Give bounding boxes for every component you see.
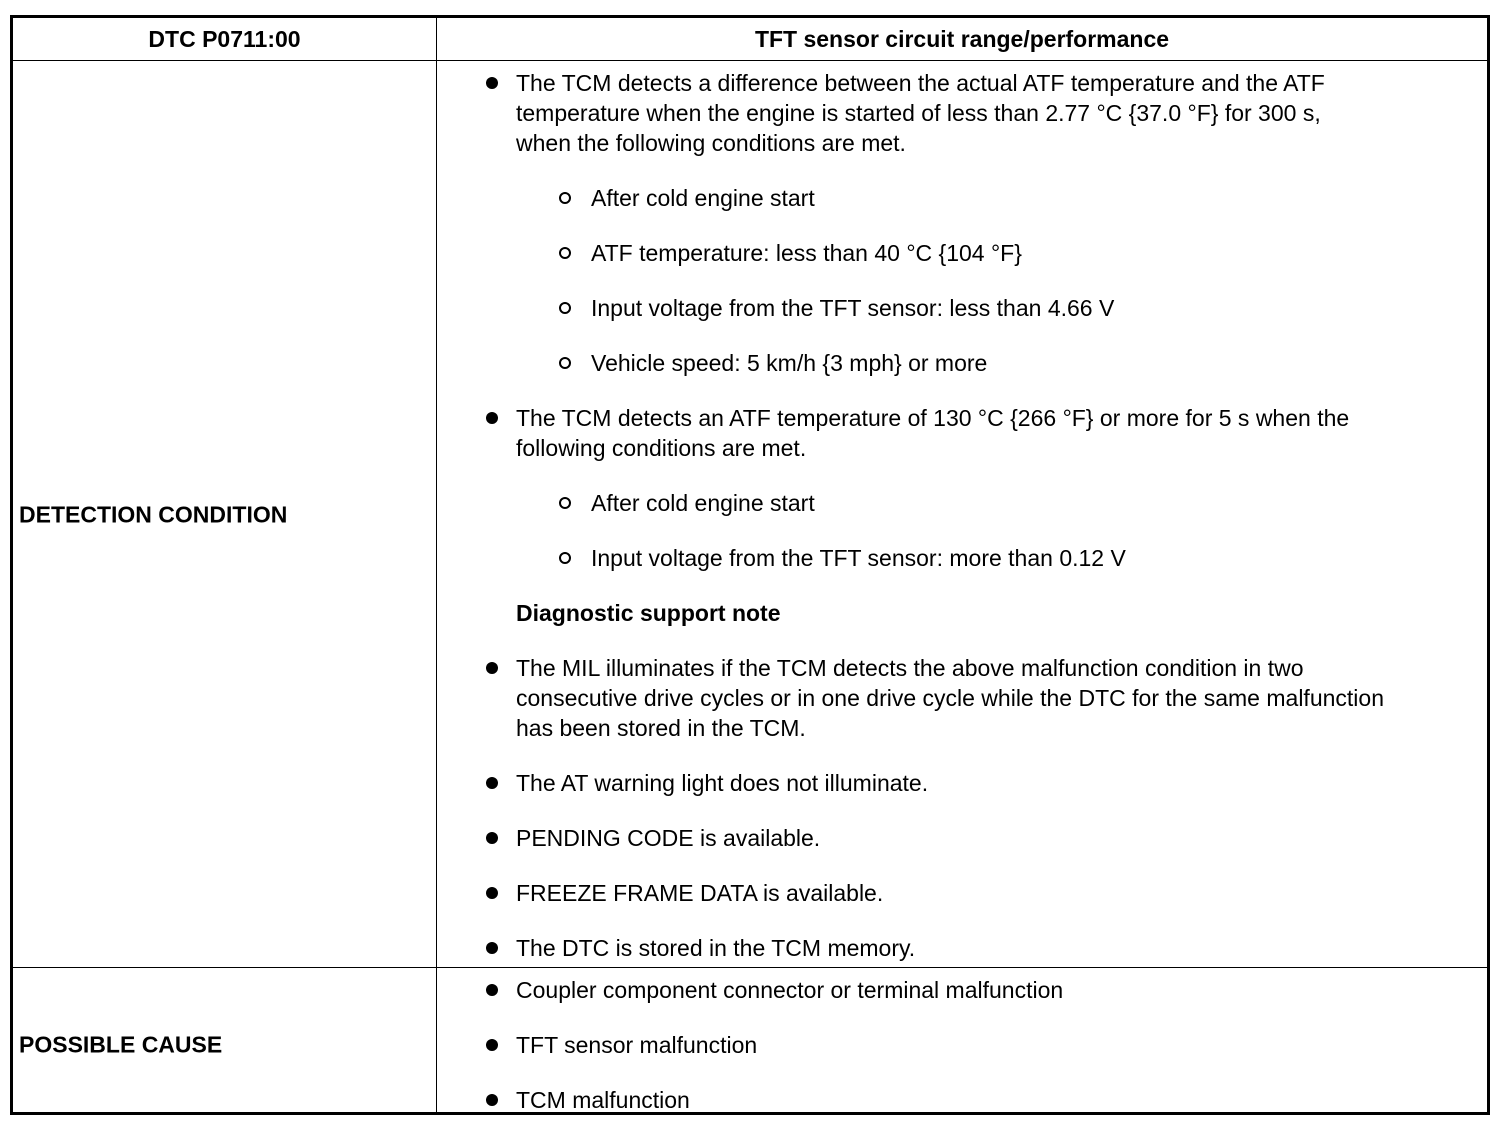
cause-3: TCM malfunction	[516, 1087, 690, 1113]
dtc-title-header: TFT sensor circuit range/performance	[754, 25, 1170, 52]
sub-bullet-icon	[559, 552, 571, 564]
sub-condition-5: After cold engine start	[591, 490, 815, 516]
condition-2-line-1: The TCM detects an ATF temperature of 130 °C {266 °F} or more for 5 s when the	[516, 405, 1350, 431]
condition-1-line-1: The TCM detects a difference between the actual ATF temperature and the ATF	[516, 70, 1325, 96]
bullet-icon	[486, 942, 498, 954]
bullet-icon	[486, 1039, 498, 1051]
sub-bullet-icon	[559, 357, 571, 369]
bullet-icon	[486, 662, 498, 674]
dtc-table	[10, 15, 1490, 1115]
bullet-icon	[486, 984, 498, 996]
sub-bullet-icon	[559, 302, 571, 314]
cause-2: TFT sensor malfunction	[516, 1032, 758, 1058]
condition-2-line-2: following conditions are met.	[516, 435, 807, 461]
column-divider	[436, 18, 437, 1112]
sub-condition-1: After cold engine start	[591, 185, 815, 211]
dtc-code-header: DTC P0711:00	[148, 25, 301, 52]
row-divider	[13, 967, 1487, 968]
note-2: The AT warning light does not illuminate.	[516, 770, 929, 796]
note-1-line-1: The MIL illuminates if the TCM detects the above malfunction condition in two	[516, 655, 1304, 681]
sub-condition-4: Vehicle speed: 5 km/h {3 mph} or more	[591, 350, 988, 376]
note-5: The DTC is stored in the TCM memory.	[516, 935, 916, 961]
condition-1-line-3: when the following conditions are met.	[516, 130, 906, 156]
note-4: FREEZE FRAME DATA is available.	[516, 880, 884, 906]
sub-condition-2: ATF temperature: less than 40 °C {104 °F}	[591, 240, 1022, 266]
sub-condition-6: Input voltage from the TFT sensor: more than 0.12 V	[591, 545, 1126, 571]
condition-1-line-2: temperature when the engine is started of less than 2.77 °C {37.0 °F} for 300 s,	[516, 100, 1321, 126]
note-1-line-3: has been stored in the TCM.	[516, 715, 806, 741]
sub-bullet-icon	[559, 247, 571, 259]
diagnostic-support-note-title: Diagnostic support note	[516, 600, 781, 626]
bullet-icon	[486, 777, 498, 789]
cause-1: Coupler component connector or terminal malfunction	[516, 977, 1064, 1003]
note-1-line-2: consecutive drive cycles or in one drive cycle while the DTC for the same malfunction	[516, 685, 1384, 711]
bullet-icon	[486, 1094, 498, 1106]
bullet-icon	[486, 412, 498, 424]
note-3: PENDING CODE is available.	[516, 825, 821, 851]
sub-bullet-icon	[559, 192, 571, 204]
bullet-icon	[486, 887, 498, 899]
sub-condition-3: Input voltage from the TFT sensor: less than 4.66 V	[591, 295, 1115, 321]
bullet-icon	[486, 832, 498, 844]
detection-condition-label: DETECTION CONDITION	[19, 501, 288, 528]
possible-cause-label: POSSIBLE CAUSE	[19, 1031, 223, 1058]
sub-bullet-icon	[559, 497, 571, 509]
bullet-icon	[486, 77, 498, 89]
header-divider	[13, 60, 1487, 61]
